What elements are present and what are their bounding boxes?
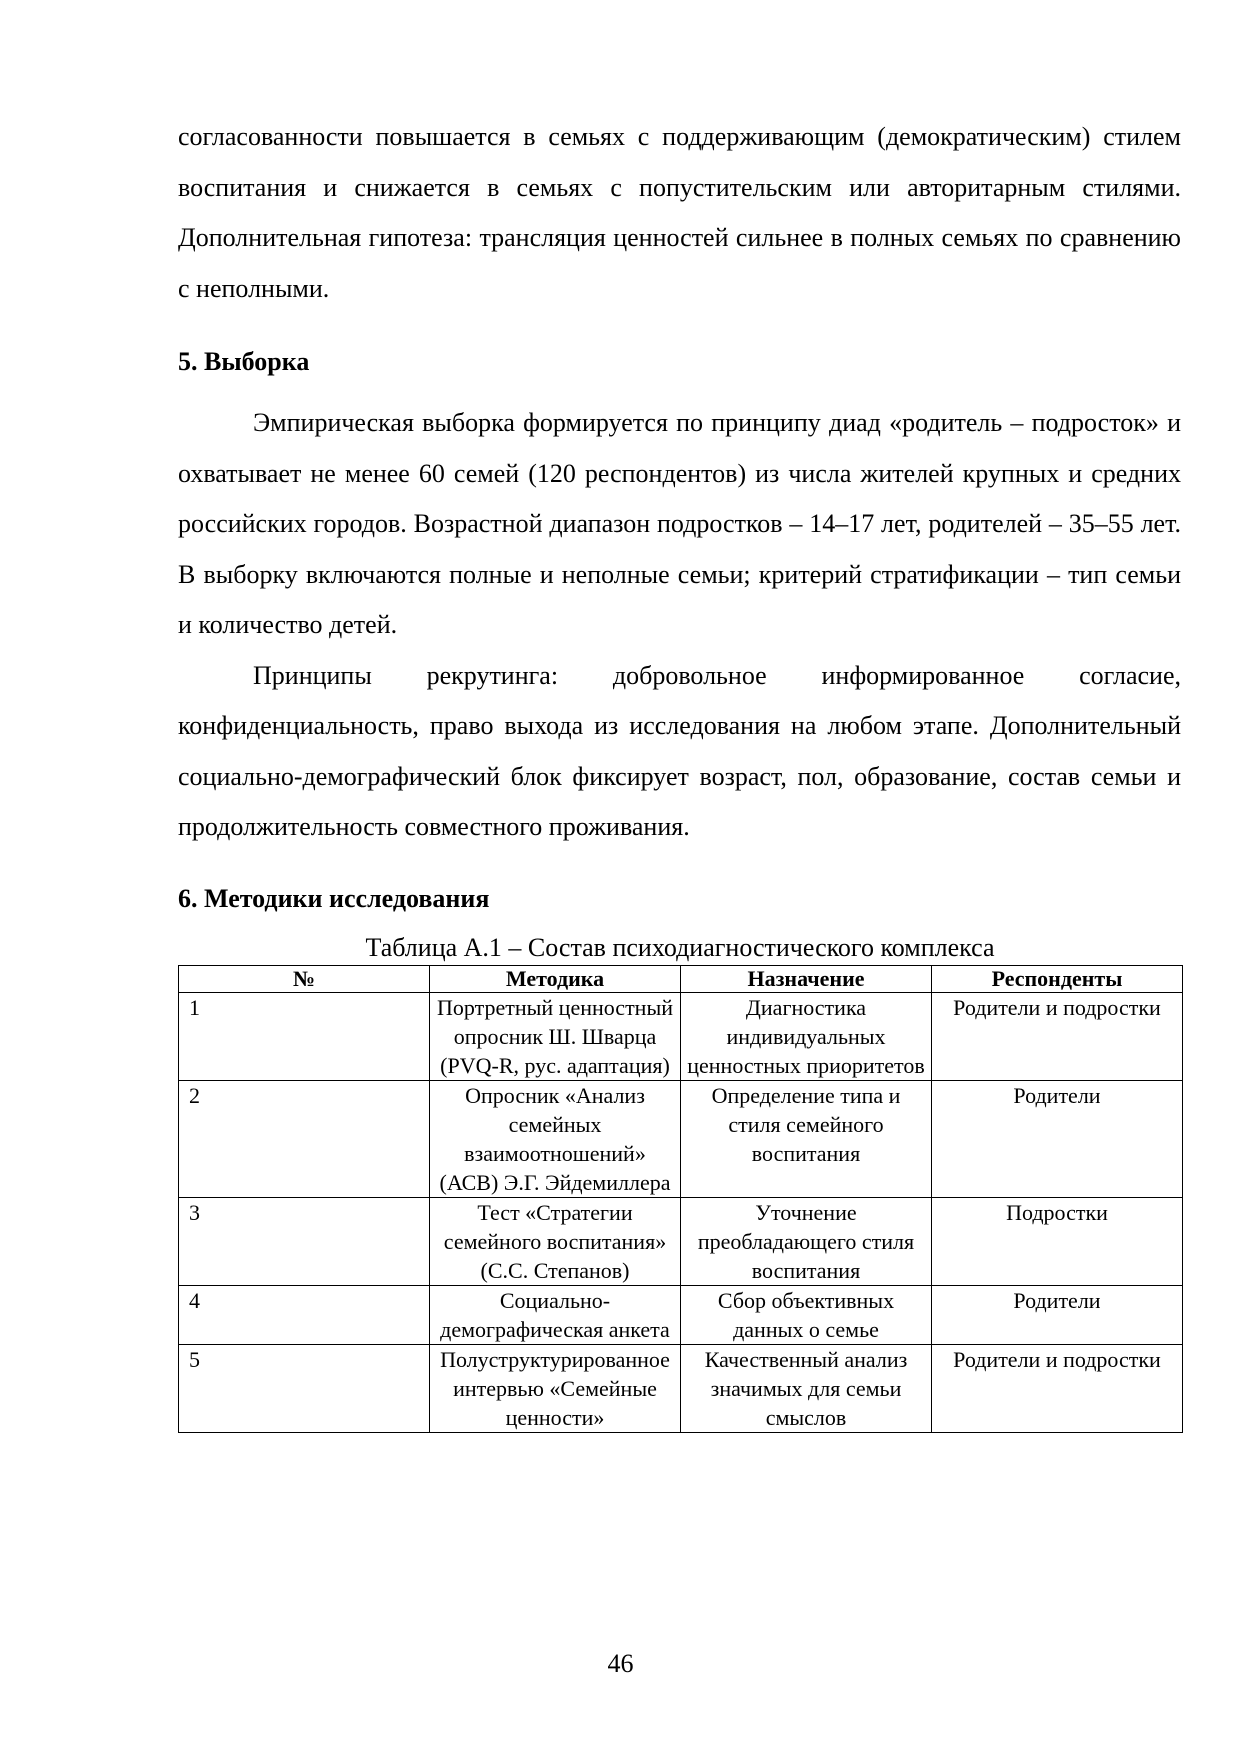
table-row — [179, 1285, 1183, 1344]
table-row — [179, 1344, 1183, 1432]
column-header-number: № — [179, 965, 430, 992]
table-cell-number: 2 — [179, 1080, 430, 1197]
table-cell-method: Полуструктурированное интервью «Семейные ценности» — [430, 1344, 681, 1432]
table-cell-purpose: Качественный анализ значимых для семьи смыслов — [681, 1344, 932, 1432]
table-cell-purpose: Определение типа и стиля семейного воспитания — [681, 1080, 932, 1197]
table-cell-purpose: Сбор объективных данных о семье — [681, 1285, 932, 1344]
table-cell-method: Социально-демографическая анкета — [430, 1285, 681, 1344]
table-cell-respondents: Родители — [932, 1080, 1183, 1197]
table-header-row — [179, 965, 1183, 992]
table-row — [179, 992, 1183, 1080]
table-row — [179, 1080, 1183, 1197]
table-cell-respondents: Родители и подростки — [932, 992, 1183, 1080]
table-cell-method: Портретный ценностный опросник Ш. Шварца (PVQ-R, рус. адаптация) — [430, 992, 681, 1080]
section-heading-methods: 6. Методики исследования — [178, 883, 490, 913]
column-header-method: Методика — [430, 965, 681, 992]
page-number: 46 — [607, 1649, 634, 1678]
page-body — [178, 112, 1181, 1433]
paragraph-recruitment-principles: Принципы рекрутинга: добровольное информированное согласие, конфиденциальность, право выхода из исследования на любом этапе. Дополнительный социально-демографический блок фиксирует возраст, пол, образование, состав семьи и продолжительность совместного проживания. — [178, 660, 1181, 841]
table-cell-number: 5 — [179, 1344, 430, 1432]
column-header-purpose: Назначение — [681, 965, 932, 992]
methods-table — [178, 965, 1183, 1433]
column-header-respondents: Респонденты — [932, 965, 1183, 992]
table-cell-purpose: Уточнение преобладающего стиля воспитания — [681, 1197, 932, 1285]
section-heading-sample: 5. Выборка — [178, 347, 310, 376]
paragraph-sample-description: Эмпирическая выборка формируется по принципу диад «родитель – подросток» и охватывает не менее 60 семей (120 респондентов) из числа жителей крупных и средних российских городов. Возрастной диапазон подростков – 14–17 лет, родителей – 35–55 лет. В выборку включаются полные и неполные семьи; критерий стратификации – тип семьи и количество детей. — [178, 408, 1181, 639]
table-cell-method: Опросник «Анализ семейных взаимоотношений» (АСВ) Э.Г. Эйдемиллера — [430, 1080, 681, 1197]
table-cell-respondents: Подростки — [932, 1197, 1183, 1285]
table-cell-method: Тест «Стратегии семейного воспитания» (С.С. Степанов) — [430, 1197, 681, 1285]
table-cell-number: 4 — [179, 1285, 430, 1344]
table-cell-respondents: Родители и подростки — [932, 1344, 1183, 1432]
paragraph-hypothesis-continuation: согласованности повышается в семьях с поддерживающим (демократическим) стилем воспитания и снижается в семьях с попустительским или авторитарным стилями. Дополнительная гипотеза: трансляция ценностей сильнее в полных семьях по сравнению с неполными. — [178, 122, 1181, 303]
table-caption: Таблица А.1 – Состав психодиагностического комплекса — [365, 932, 995, 962]
table-row — [179, 1197, 1183, 1285]
table-cell-number: 1 — [179, 992, 430, 1080]
table-cell-respondents: Родители — [932, 1285, 1183, 1344]
table-cell-purpose: Диагностика индивидуальных ценностных приоритетов — [681, 992, 932, 1080]
table-cell-number: 3 — [179, 1197, 430, 1285]
